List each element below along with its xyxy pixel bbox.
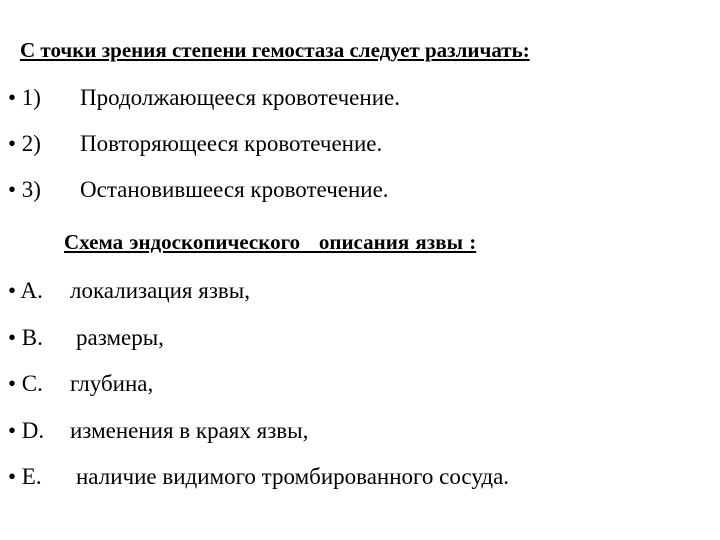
hemostasis-heading: С точки зрения степени гемостаза следует различать: [20, 38, 530, 62]
endoscopy-scheme-heading: Схема эндоскопического описания язвы : [64, 230, 477, 254]
list-marker: • 2) [8, 131, 41, 156]
list-text: изменения в краях язвы, [70, 418, 309, 443]
list-marker: • 3) [8, 177, 41, 202]
list-marker: • E. [8, 464, 42, 489]
list-text: Повторяющееся кровотечение. [80, 131, 383, 156]
list-text: размеры, [76, 325, 164, 350]
list-item [8, 177, 389, 203]
list-item [8, 278, 250, 304]
list-item [8, 85, 400, 111]
list-item [8, 131, 383, 157]
list-marker: • D. [8, 418, 45, 443]
list-item [8, 371, 154, 397]
list-marker: • A. [8, 278, 43, 303]
list-text: наличие видимого тромбированного сосуда. [76, 464, 510, 489]
list-item [8, 464, 510, 490]
list-text: Продолжающееся кровотечение. [80, 85, 400, 110]
list-text: глубина, [70, 371, 154, 396]
list-item [8, 325, 164, 351]
list-marker: • B. [8, 325, 43, 350]
list-item [8, 418, 309, 444]
list-text: локализация язвы, [70, 278, 250, 303]
list-marker: • C. [8, 371, 43, 396]
list-marker: • 1) [8, 85, 41, 110]
list-text: Остановившееся кровотечение. [80, 177, 389, 202]
